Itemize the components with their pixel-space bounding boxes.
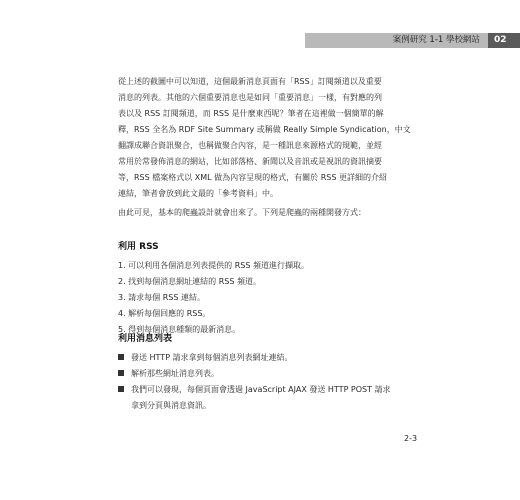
section-title: 案例研究 1-1 學校網站	[305, 33, 488, 48]
bullet-icon	[118, 354, 124, 360]
chapter-number: 02	[488, 33, 520, 48]
running-header	[305, 33, 520, 48]
page-number: 2-3	[404, 434, 418, 443]
section-list	[118, 332, 408, 414]
bullet-item	[118, 382, 408, 398]
bullet-item	[118, 366, 408, 382]
summary-line: 由此可見，基本的爬蟲設計就會出來了。下列是爬蟲的兩種開發方式：	[118, 208, 366, 217]
summary-paragraph	[118, 205, 408, 221]
bullet-continuation: 拿到分頁與消息資訊。	[131, 401, 211, 410]
text-line: 等，RSS 檔案格式以 XML 做為內容呈現的格式，有關於 RSS 更詳細的介紹	[118, 173, 387, 182]
intro-paragraph	[118, 74, 411, 202]
text-line: 消息的列表。其他的六個重要消息也是如同「重要消息」一樣，有對應的列	[118, 93, 382, 102]
bullet-icon	[118, 370, 124, 376]
text-line: 從上述的截圖中可以知道，這個最新消息頁面有「RSS」訂閱頻道以及重要	[118, 77, 382, 86]
text-line: 表以及 RSS 訂閱頻道，而 RSS 是什麼東西呢？筆者在這裡做一個簡單的解	[118, 109, 384, 118]
bullet-text: 我們可以發現，每個頁面會透過 JavaScript AJAX 發送 HTTP POST 請求	[131, 385, 391, 394]
bullet-icon	[118, 386, 124, 392]
bullet-text: 發送 HTTP 請求拿到每個消息列表網址連結。	[131, 353, 293, 362]
section-rss	[118, 240, 408, 338]
text-line: 翻譯成聯合資訊聚合，也稱做聚合內容，是一種訊息來源格式的規範，並經	[118, 141, 382, 150]
numbered-item: 1. 可以利用各個消息列表提供的 RSS 頻道進行擷取。	[118, 261, 309, 270]
section-heading: 利用 RSS	[118, 242, 159, 252]
bullet-text: 解析那些網址消息列表。	[131, 369, 219, 378]
numbered-item: 4. 解析每個回應的 RSS。	[118, 309, 211, 318]
section-heading: 利用消息列表	[118, 334, 173, 344]
text-line: 連結，筆者會放到此文最的「參考資料」中。	[118, 189, 278, 198]
numbered-item: 3. 請求每個 RSS 連結。	[118, 293, 205, 302]
text-line: 釋，RSS 全名為 RDF Site Summary 或稱做 Really Simple Syndication，中文	[118, 125, 411, 134]
numbered-item: 5. 得到每個消息種類的最新消息。	[118, 325, 241, 334]
numbered-item: 2. 找到每個消息網址連結的 RSS 頻道。	[118, 277, 261, 286]
text-line: 常用於常發佈消息的網站，比如部落格、新聞以及音訊或是視訊的資訊摘要	[118, 157, 382, 166]
bullet-item	[118, 350, 408, 366]
